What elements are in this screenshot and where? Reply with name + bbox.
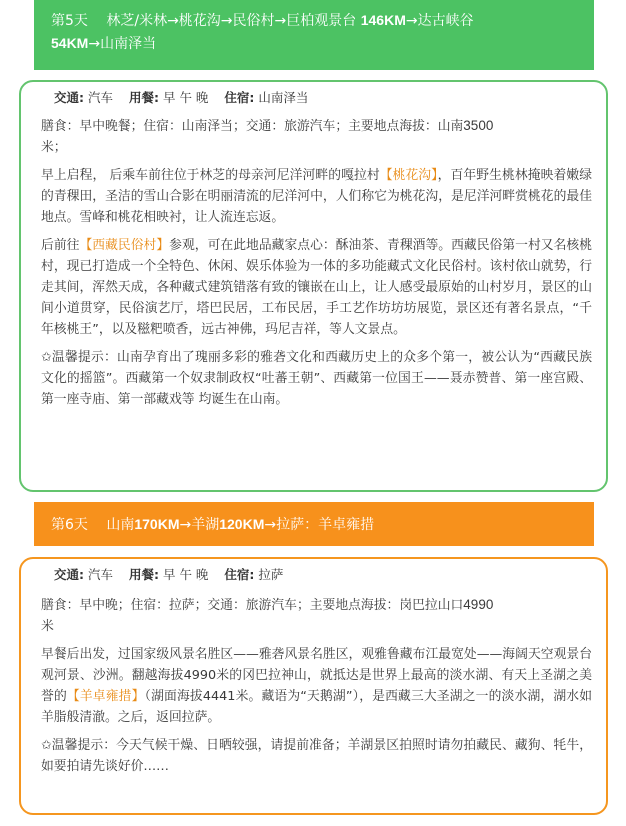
day6-tip-paragraph: ✩温馨提示：今天气候干燥、日晒较强，请提前准备；羊湖景区拍照时请勿拍藏民、藏狗、牦牛，如要拍请先谈好价…… [41, 738, 592, 774]
day5-paragraph-taohuagou [41, 165, 592, 228]
day6-p1-text-2: （湖面海拔4441米。藏语为“天鹅湖”），是西藏三大圣湖之一的淡水湖，湖水如羊脂般清澈。之后，返回拉萨。 [41, 689, 593, 725]
day5-route-text-2: →达古峡谷 [405, 13, 474, 29]
day5-tip-paragraph: ✩温馨提示：山南孕育出了瑰丽多彩的雅砻文化和西藏历史上的众多个第一，被公认为“西藏民族文化的摇篮”。西藏第一个奴隶制政权“吐蕃王朝”、西藏第一位国王——聂赤赞普、第一座宫殿、第一座寺庙、第一部藏戏等 均诞生在山南。 [41, 350, 592, 407]
day5-meals-label: 用餐: [128, 90, 159, 105]
day6-meals-label: 用餐: [128, 567, 159, 582]
day6-itinerary-card [19, 557, 608, 815]
day6-meals-value: 早 午 晚 [162, 567, 209, 582]
day5-distance-1: 146KM [360, 12, 406, 28]
day5-header-banner [34, 0, 594, 70]
day6-stay-label: 住宿: [224, 567, 255, 582]
day6-paragraph-yamdrok [41, 644, 592, 728]
day5-stay-label: 住宿: [224, 90, 255, 105]
day6-info-text: 膳食：早中晚；住宿：拉萨；交通：旅游汽车；主要地点海拔：岗巴拉山口 [41, 598, 464, 613]
day6-route-text: 第6天 山南 [51, 517, 135, 533]
day5-itinerary-card [19, 80, 608, 492]
day5-paragraph-folk-village [41, 235, 592, 340]
day6-yamdrok-highlight: 【羊卓雍措】 [66, 689, 145, 704]
day6-distance-2: 120KM [219, 516, 265, 532]
day5-transport-value: 汽车 [87, 90, 113, 105]
day5-route-text-3: →山南泽当 [88, 36, 157, 52]
day6-route-text-2: →羊湖 [179, 517, 220, 533]
day6-route-text-3: →拉萨：羊卓雍措 [264, 517, 375, 533]
day6-p1-text: 早餐后出发，过国家级风景名胜区——雅砻风景名胜区，观雅鲁藏布江最宽处——海阔天空观景台观河景、沙洲。翻越海拔4990米的冈巴拉神山，就抵达是世界上最高的淡水湖、有天上圣湖之美誉的 [41, 647, 592, 704]
day5-altitude-value: 3500 [463, 118, 494, 133]
day6-info-paragraph [41, 594, 592, 637]
day5-p1-text: 早上启程， 后乘车前往位于林芝的母亲河尼洋河畔的嘎拉村 [41, 168, 380, 183]
day5-summary-row [41, 88, 592, 108]
day6-distance-1: 170KM [134, 516, 180, 532]
day6-header-banner [34, 502, 594, 546]
day6-altitude-value: 4990 [463, 597, 494, 612]
day5-taohuagou-highlight: 【桃花沟】 [379, 168, 438, 183]
day5-info-text: 膳食：早中晚餐；住宿：山南泽当；交通：旅游汽车；主要地点海拔：山南 [41, 119, 464, 134]
day6-info-end: 米 [41, 619, 54, 634]
day5-p2-text-2: 参观，可在此地品藏家点心：酥油茶、青稞酒等。西藏民俗第一村又名核桃村，现已打造成一个全特色、休闲、娱乐体验为一体的多功能藏式文化民俗村。该村依山就势，行走其间，浑然天成，各种藏式建筑错落有致的镶嵌在山上，让人感受最原始的山村岁月，景区的山间小道贯穿，民俗演艺厅，塔巴民居，工布民居，手工艺作坊坊坊展览，景区还有著名景点，“千年核桃王”，以及糍粑喷香，远古神佛，玛尼吉祥，等人文景点。 [41, 238, 593, 337]
day5-info-end: 米； [41, 140, 67, 155]
day5-distance-2: 54KM [51, 35, 89, 51]
day5-route-text: 第5天 林芝/米林→桃花沟→民俗村→巨柏观景台 [51, 13, 361, 29]
day5-folk-village-highlight: 【西藏民俗村】 [79, 238, 170, 253]
day5-stay-value: 山南泽当 [258, 90, 309, 105]
day5-meals-value: 早 午 晚 [162, 90, 209, 105]
day6-transport-label: 交通: [54, 567, 84, 582]
day5-p2-text: 后前往 [41, 238, 80, 253]
day5-p1-text-2: ，百年野生桃林掩映着嫩绿的青稞田，圣洁的雪山合影在明丽清流的尼洋河中，人们称它为桃花沟，是尼洋河畔赏桃花的最佳地点。雪峰和桃花相映衬，让人流连忘返。 [41, 168, 592, 225]
day6-stay-value: 拉萨 [258, 567, 284, 582]
day6-transport-value: 汽车 [87, 567, 113, 582]
day5-transport-label: 交通: [54, 90, 84, 105]
day6-summary-row [41, 565, 592, 585]
day5-info-paragraph [41, 115, 592, 158]
